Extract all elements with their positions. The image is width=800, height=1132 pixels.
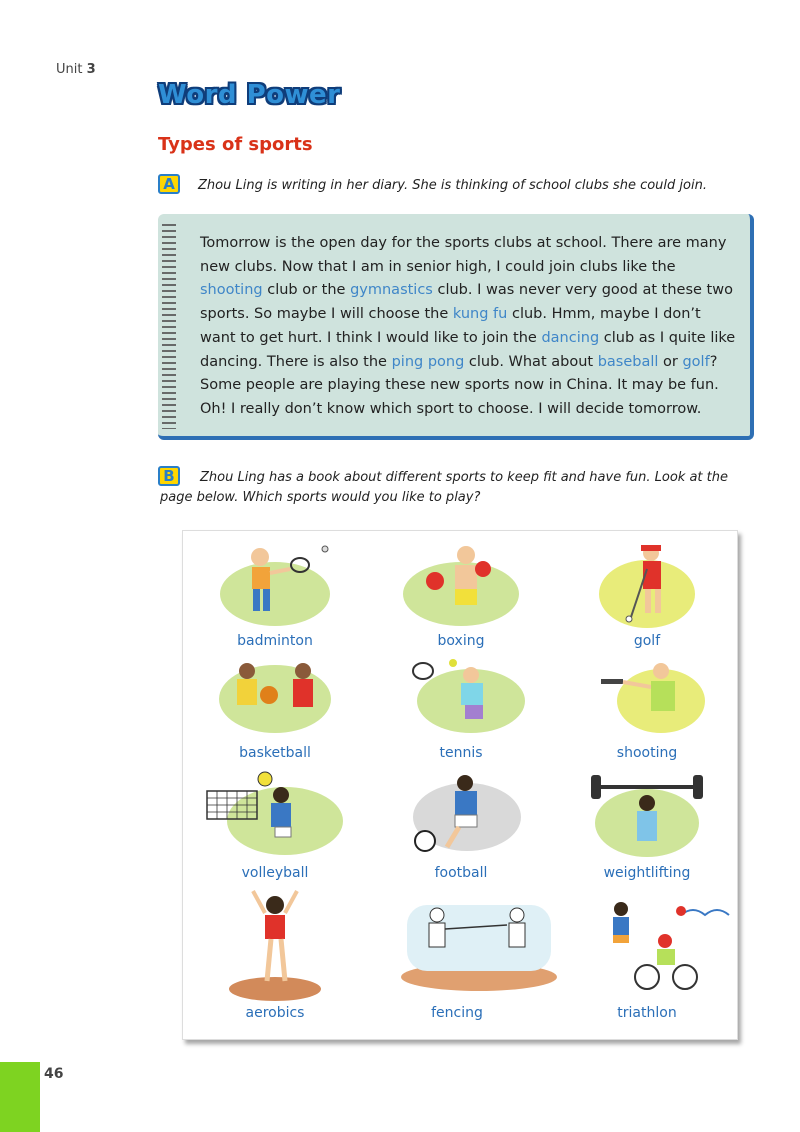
sport-label: tennis: [439, 745, 483, 761]
spiral-binding-icon: [162, 224, 176, 429]
sport-label: boxing: [437, 633, 485, 649]
diary-keyword: shooting: [200, 282, 263, 299]
sport-tile-basketball: [185, 653, 365, 771]
section-title: Word Power: [158, 80, 341, 110]
shooter-icon: [577, 657, 717, 737]
basketball-players-icon: [205, 657, 345, 737]
volleyball-player-icon: [205, 771, 355, 861]
golfer-icon: [577, 539, 717, 629]
part-b-instruction: Zhou Ling has a book about different sports to keep fit and have fun. Look at the page below. Which sports would you like to play?: [160, 470, 728, 505]
aerobics-icon: [205, 885, 345, 1005]
sport-tile-badminton: [185, 535, 365, 653]
sport-tile-weightlifting: [557, 767, 737, 885]
unit-prefix: Unit: [56, 62, 83, 77]
footballer-icon: [391, 771, 531, 861]
diary-keyword: kung fu: [452, 306, 508, 323]
sport-label: weightlifting: [603, 865, 691, 881]
sport-tile-boxing: [371, 535, 551, 653]
badminton-player-icon: [205, 539, 345, 629]
sport-label: shooting: [616, 745, 678, 761]
diary-keyword: golf: [682, 353, 710, 370]
sport-label: golf: [633, 633, 661, 649]
diary-segment: or: [658, 353, 683, 370]
diary-segment: club as I quite like dancing. There is also the: [200, 329, 736, 370]
weightlifter-icon: [577, 771, 717, 861]
sport-label: volleyball: [241, 865, 309, 881]
diary-keyword: baseball: [597, 353, 659, 370]
sport-tile-fencing: [367, 881, 547, 1021]
sport-label: badminton: [237, 633, 313, 649]
sports-card: [182, 530, 738, 1040]
part-a-badge: A: [158, 174, 180, 194]
sport-tile-triathlon: [557, 881, 737, 1021]
sport-tile-shooting: [557, 653, 737, 771]
sport-tile-football: [371, 767, 551, 885]
sport-label: football: [434, 865, 488, 881]
unit-label: [56, 62, 96, 77]
fencers-icon: [387, 885, 567, 995]
diary-text: [200, 232, 740, 422]
part-b-badge: B: [158, 466, 180, 486]
tennis-player-icon: [391, 657, 531, 737]
diary-segment: club. Hmm, maybe I don’t want to get hurt. I think I would like to join the: [200, 306, 701, 346]
part-a-instruction: Zhou Ling is writing in her diary. She is thinking of school clubs she could join.: [198, 178, 707, 193]
sport-tile-volleyball: [185, 767, 365, 885]
diary-segment: Tomorrow is the open day for the sports clubs at school. There are many new clubs. Now that I am in senior high, I could join clubs like the: [200, 235, 727, 275]
diary-notebook: [158, 214, 754, 440]
diary-segment: club. What about: [464, 353, 598, 370]
diary-segment: ? Some people are playing these new sports now in China. It may be fun. Oh! I really don’t know which sport to choose. I will decide tomorrow.: [200, 353, 719, 417]
sport-label: basketball: [239, 745, 311, 761]
section-subtitle: Types of sports: [158, 134, 313, 155]
sport-label: aerobics: [245, 1005, 305, 1021]
sport-tile-aerobics: [185, 881, 365, 1021]
triathlon-icon: [577, 885, 737, 995]
unit-number: 3: [86, 62, 96, 77]
sport-label: fencing: [431, 1005, 483, 1021]
boxer-icon: [391, 539, 531, 629]
sport-tile-tennis: [371, 653, 551, 771]
page-number: 46: [44, 1066, 64, 1082]
diary-segment: club or the: [262, 282, 351, 299]
sport-label: triathlon: [617, 1005, 677, 1021]
sport-tile-golf: [557, 535, 737, 653]
diary-keyword: ping pong: [391, 353, 465, 370]
diary-keyword: gymnastics: [350, 282, 433, 299]
page-number-bar: [0, 1062, 40, 1132]
diary-segment: club. I was never very good at these two sports. So maybe I will choose the: [200, 282, 733, 323]
diary-keyword: dancing: [541, 329, 600, 346]
